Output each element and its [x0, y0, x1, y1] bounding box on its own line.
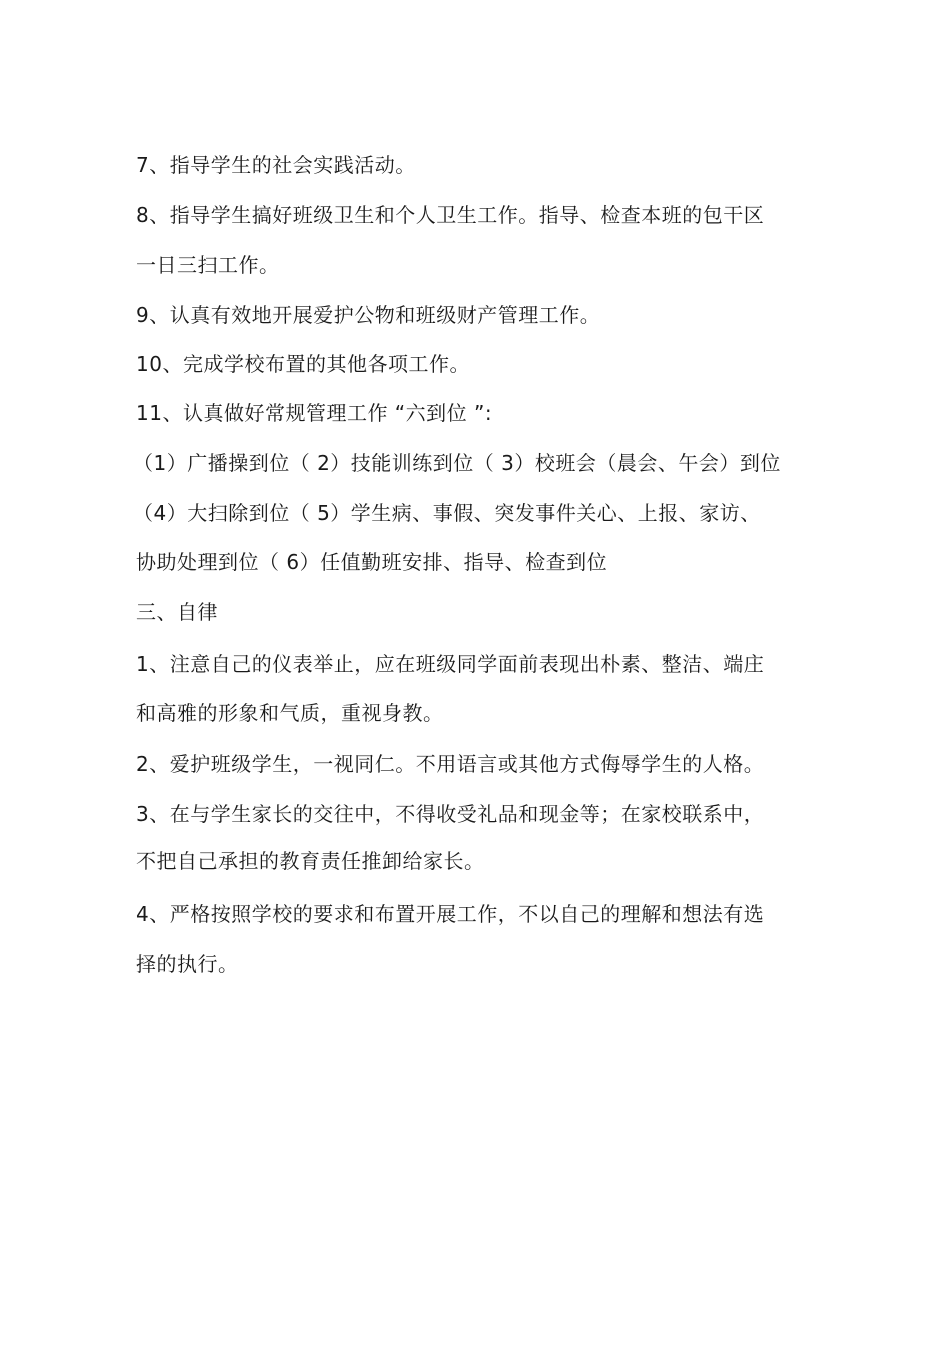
text-line: （1）广播操到位（ 2）技能训练到位（ 3）校班会（晨会、午会）到位 [133, 451, 781, 475]
text-line: 1、注意自己的仪表举止，应在班级同学面前表现出朴素、整洁、端庄 [136, 652, 765, 676]
text-line: 9、认真有效地开展爱护公物和班级财产管理工作。 [136, 303, 601, 327]
text-line: 不把自己承担的教育责任推卸给家长。 [136, 849, 485, 873]
text-line: 择的执行。 [136, 952, 239, 976]
text-line: 4、严格按照学校的要求和布置开展工作，不以自己的理解和想法有选 [136, 902, 765, 926]
section-heading: 三、自律 [136, 600, 218, 624]
text-line: 2、爱护班级学生，一视同仁。不用语言或其他方式侮辱学生的人格。 [136, 752, 765, 776]
text-line: 7、指导学生的社会实践活动。 [136, 153, 416, 177]
text-line: 3、在与学生家长的交往中，不得收受礼品和现金等；在家校联系中， [136, 802, 765, 826]
text-line: 一日三扫工作。 [136, 253, 280, 277]
text-line: 11、认真做好常规管理工作 “六到位 ”: [136, 401, 493, 425]
text-line: 10、完成学校布置的其他各项工作。 [136, 352, 470, 376]
text-line: 协助处理到位（ 6）任值勤班安排、指导、检查到位 [136, 550, 608, 574]
text-line: 和高雅的形象和气质，重视身教。 [136, 701, 444, 725]
text-line: 8、指导学生搞好班级卫生和个人卫生工作。指导、检查本班的包干区 [136, 203, 765, 227]
text-line: （4）大扫除到位（ 5）学生病、事假、突发事件关心、上报、家访、 [133, 501, 761, 525]
